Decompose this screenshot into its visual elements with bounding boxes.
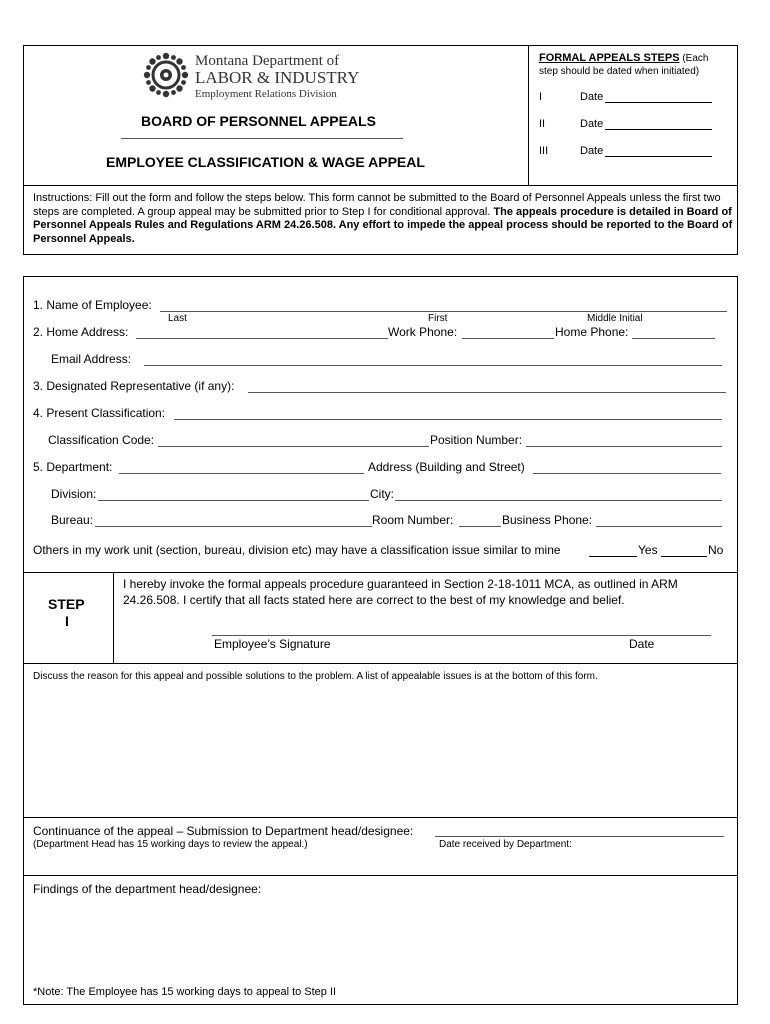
name-sub-first: First	[428, 313, 448, 324]
department-label: 5. Department:	[33, 460, 113, 474]
division-field[interactable]	[98, 500, 369, 501]
instructions-text	[33, 192, 733, 246]
work-phone-label: Work Phone:	[388, 325, 458, 339]
step1-statement: I hereby invoke the formal appeals procedure guaranteed in Section 2-18-1011 MCA, as outlined in ARM 24.26.508. I certify that all facts stated here are correct to the best of my knowledge and belief.	[123, 577, 678, 607]
instructions-plain: Instructions: Fill out the form and follow the steps below. This form cannot be submitted to the Board of Personnel Appeals unless the first two steps are completed. A group appeal may be submitted prior to Step I for conditional approval.	[33, 192, 721, 218]
home-phone-field[interactable]	[632, 338, 715, 339]
continuance-field[interactable]	[435, 836, 724, 837]
employee-name-field[interactable]	[160, 311, 727, 312]
email-label: Email Address:	[51, 352, 132, 366]
position-number-label: Position Number:	[430, 433, 523, 447]
step2-note: *Note: The Employee has 15 working days to appeal to Step II	[33, 986, 337, 998]
step1-numeral: I	[65, 613, 69, 629]
division-label: Division:	[51, 487, 97, 501]
home-phone-label: Home Phone:	[555, 325, 629, 339]
board-title: BOARD OF PERSONNEL APPEALS	[141, 113, 376, 129]
step-numeral: I	[539, 91, 543, 103]
form-title: EMPLOYEE CLASSIFICATION & WAGE APPEAL	[106, 154, 425, 170]
address-building-field[interactable]	[533, 473, 721, 474]
header-divider	[528, 45, 529, 186]
signature-field[interactable]	[212, 635, 711, 636]
no-blank[interactable]	[661, 556, 707, 557]
bureau-field[interactable]	[95, 526, 372, 527]
date-received-label: Date received by Department:	[439, 839, 572, 850]
home-address-field[interactable]	[136, 338, 388, 339]
representative-label: 3. Designated Representative (if any):	[33, 379, 235, 393]
step-row-1	[539, 91, 542, 103]
step-date-field[interactable]	[605, 102, 712, 103]
steps-heading: FORMAL APPEALS STEPS	[539, 52, 680, 64]
step-numeral: II	[539, 118, 546, 130]
title-underline	[121, 138, 403, 139]
step-date-field[interactable]	[605, 129, 712, 130]
step-numeral: III	[539, 145, 549, 157]
steps-heading-row	[539, 52, 708, 64]
dli-logo	[143, 50, 383, 100]
name-sub-middle: Middle Initial	[587, 313, 643, 324]
email-field[interactable]	[144, 365, 722, 366]
logo-line-2: LABOR & INDUSTRY	[195, 68, 360, 87]
business-phone-field[interactable]	[596, 526, 722, 527]
present-classification-label: 4. Present Classification:	[33, 406, 166, 420]
others-question: Others in my work unit (section, bureau, division etc) may have a classification issue similar to mine	[33, 543, 561, 557]
step1-left-rule	[113, 572, 114, 664]
present-classification-field[interactable]	[174, 419, 722, 420]
step1-top-rule	[23, 572, 738, 573]
classification-code-label: Classification Code:	[48, 433, 155, 447]
yes-label: Yes	[638, 543, 658, 557]
continuance-label: Continuance of the appeal – Submission to Department head/designee:	[33, 824, 414, 838]
department-field[interactable]	[119, 473, 364, 474]
findings-label: Findings of the department head/designee:	[33, 882, 262, 896]
steps-note-a: (Each	[679, 53, 709, 64]
no-label: No	[708, 543, 724, 557]
signature-date-label: Date	[629, 637, 655, 651]
name-sub-last: Last	[168, 313, 187, 324]
logo-line-1: Montana Department of	[195, 53, 340, 69]
address-building-label: Address (Building and Street)	[368, 460, 525, 474]
continuance-top-rule	[23, 817, 738, 818]
signature-label: Employee’s Signature	[214, 637, 331, 651]
home-address-label: 2. Home Address:	[33, 325, 129, 339]
instructions-bold: The appeals procedure is detailed in Board of Personnel Appeals Rules and Regulations ARM 24.26.508. Any effort to impede the appeal process should be reported to the Board of Personnel Appeals.	[33, 205, 733, 245]
discuss-textarea[interactable]	[28, 688, 733, 815]
step-date-label: Date	[580, 145, 604, 157]
findings-top-rule	[23, 875, 738, 876]
step1-bottom-rule	[23, 663, 738, 664]
discuss-instructions: Discuss the reason for this appeal and possible solutions to the problem. A list of appealable issues is at the bottom of this form.	[33, 671, 598, 682]
room-number-label: Room Number:	[372, 513, 454, 527]
position-number-field[interactable]	[526, 446, 722, 447]
employee-name-label: 1. Name of Employee:	[33, 298, 152, 312]
gear-emblem-icon	[143, 52, 189, 98]
findings-textarea[interactable]	[28, 898, 733, 980]
logo-line-3: Employment Relations Division	[195, 88, 337, 100]
city-field[interactable]	[395, 500, 722, 501]
work-phone-field[interactable]	[462, 338, 554, 339]
step-row-2	[539, 118, 545, 130]
step1-word: STEP	[48, 596, 85, 612]
step-date-label: Date	[580, 118, 604, 130]
step-row-3	[539, 145, 548, 157]
step-date-field[interactable]	[605, 156, 712, 157]
classification-code-field[interactable]	[158, 446, 429, 447]
business-phone-label: Business Phone:	[502, 513, 593, 527]
yes-blank[interactable]	[589, 556, 637, 557]
representative-field[interactable]	[248, 392, 726, 393]
steps-note-b: step should be dated when initiated)	[539, 66, 700, 77]
continuance-note: (Department Head has 15 working days to review the appeal.)	[33, 839, 308, 850]
room-number-field[interactable]	[459, 526, 501, 527]
bureau-label: Bureau:	[51, 513, 94, 527]
step-date-label: Date	[580, 91, 604, 103]
city-label: City:	[370, 487, 394, 501]
